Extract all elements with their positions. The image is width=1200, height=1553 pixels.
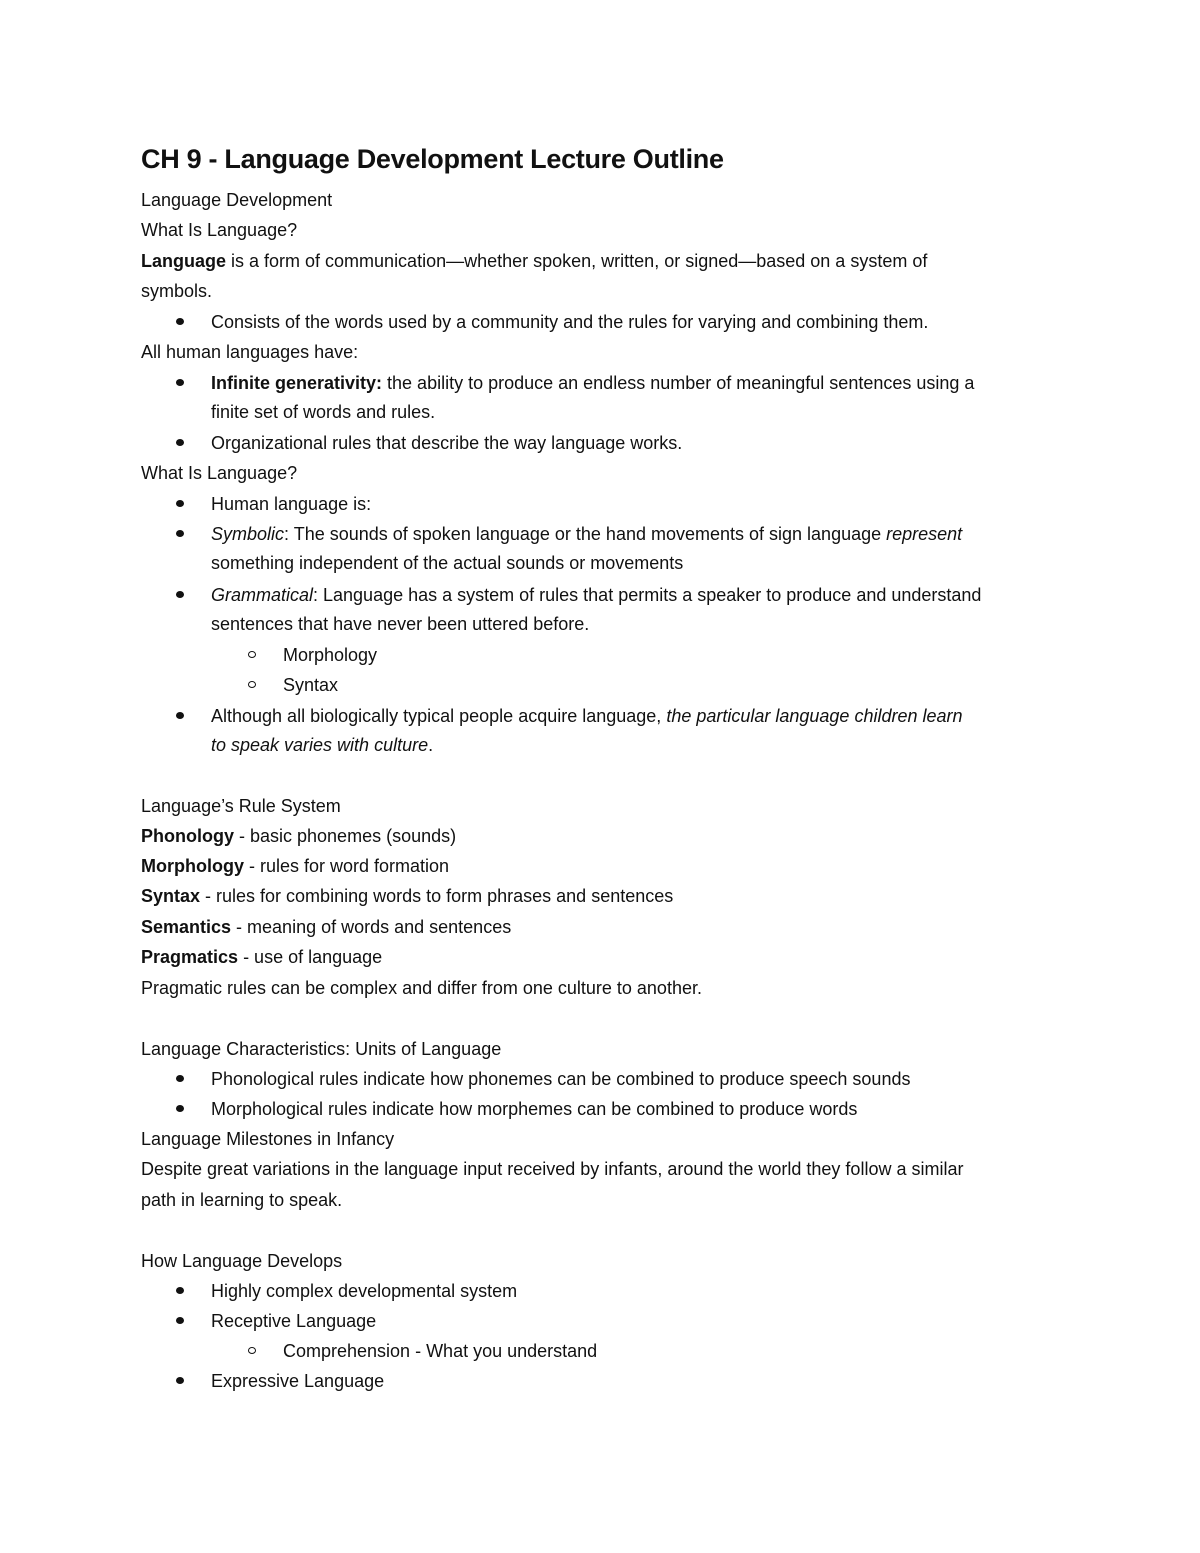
- section-heading-how-language-develops: How Language Develops: [141, 1251, 343, 1271]
- sub-list-item: Morphology: [283, 645, 378, 665]
- list-item-text: the ability to produce an endless number of meaningful sentences using a: [382, 373, 975, 393]
- rule-text: - rules for combining words to form phrases and sentences: [200, 886, 674, 906]
- list-item-term: Infinite generativity:: [211, 373, 383, 393]
- rule-text: - basic phonemes (sounds): [234, 826, 457, 846]
- list-item-term: Grammatical: [211, 585, 314, 605]
- emphasis-text: to speak varies with culture: [211, 735, 429, 755]
- section-heading-what-is-language: What Is Language?: [141, 463, 298, 483]
- list-item: [211, 584, 981, 606]
- list-item: Human language is:: [211, 494, 372, 514]
- section-heading-characteristics: Language Characteristics: Units of Language: [141, 1039, 502, 1059]
- list-item-continued: sentences that have never been uttered before.: [211, 614, 590, 634]
- list-item: [211, 523, 962, 545]
- rule-text: - rules for word formation: [243, 856, 450, 876]
- section-heading-rule-system: Language’s Rule System: [141, 796, 341, 816]
- bullet-icon: [176, 1287, 184, 1294]
- sub-list-item: Syntax: [283, 675, 339, 695]
- list-item: Organizational rules that describe the way language works.: [211, 433, 683, 453]
- rule-note: Pragmatic rules can be complex and differ from one culture to another.: [141, 978, 702, 998]
- list-item: Receptive Language: [211, 1311, 377, 1331]
- bullet-icon: [176, 1377, 184, 1384]
- circle-bullet-icon: [248, 681, 256, 688]
- circle-bullet-icon: [248, 651, 256, 658]
- list-item: Consists of the words used by a community and the rules for varying and combining them.: [211, 312, 929, 332]
- emphasis-text: the particular language children learn: [666, 706, 963, 726]
- rule-item-syntax: [141, 885, 673, 907]
- page-title: CH 9 - Language Development Lecture Outline: [141, 144, 724, 174]
- bullet-icon: [176, 500, 184, 507]
- list-item-text: : Language has a system of rules that permits a speaker to produce and understand: [313, 585, 982, 605]
- rule-term: Morphology: [141, 856, 244, 876]
- sub-list-item: Comprehension - What you understand: [283, 1341, 598, 1361]
- rule-item-semantics: [141, 916, 511, 938]
- circle-bullet-icon: [248, 1347, 256, 1354]
- rule-item-morphology: [141, 855, 449, 877]
- list-item: Expressive Language: [211, 1371, 385, 1391]
- bullet-icon: [176, 1075, 184, 1082]
- punctuation: .: [428, 735, 434, 755]
- definition-line: [141, 250, 927, 272]
- section-heading-milestones: Language Milestones in Infancy: [141, 1129, 395, 1149]
- bullet-icon: [176, 1317, 184, 1324]
- list-item: Highly complex developmental system: [211, 1281, 518, 1301]
- list-item-text: Although all biologically typical people acquire language,: [211, 706, 667, 726]
- list-item-text: : The sounds of spoken language or the hand movements of sign language: [284, 524, 887, 544]
- rule-text: - use of language: [238, 947, 383, 967]
- bullet-icon: [176, 1105, 184, 1112]
- paragraph-line: Despite great variations in the language input received by infants, around the world they follow a similar: [141, 1159, 964, 1179]
- rule-term: Phonology: [141, 826, 234, 846]
- bullet-icon: [176, 530, 184, 537]
- rule-term: Syntax: [141, 886, 201, 906]
- bullet-icon: [176, 591, 184, 598]
- list-item: [211, 705, 963, 727]
- rule-item-pragmatics: [141, 946, 382, 968]
- section-heading-all-human-languages: All human languages have:: [141, 342, 359, 362]
- bullet-icon: [176, 439, 184, 446]
- rule-item-phonology: [141, 825, 456, 847]
- list-item: [211, 372, 974, 394]
- definition-line-continued: symbols.: [141, 281, 213, 301]
- definition-text: is a form of communication—whether spoken, written, or signed—based on a system of: [226, 251, 928, 271]
- rule-text: - meaning of words and sentences: [231, 917, 512, 937]
- rule-term: Semantics: [141, 917, 232, 937]
- list-item-term: Symbolic: [211, 524, 285, 544]
- list-item: Morphological rules indicate how morphemes can be combined to produce words: [211, 1099, 858, 1119]
- subheading-what-is-language: What Is Language?: [141, 220, 298, 240]
- list-item-continued: [211, 734, 433, 756]
- bullet-icon: [176, 379, 184, 386]
- bullet-icon: [176, 712, 184, 719]
- rule-term: Pragmatics: [141, 947, 239, 967]
- list-item-continued: something independent of the actual sounds or movements: [211, 553, 684, 573]
- list-item-continued: finite set of words and rules.: [211, 402, 436, 422]
- paragraph-line-continued: path in learning to speak.: [141, 1190, 343, 1210]
- emphasis-text: represent: [886, 524, 963, 544]
- section-heading-language-development: Language Development: [141, 190, 333, 210]
- bullet-icon: [176, 318, 184, 325]
- definition-term: Language: [141, 251, 227, 271]
- list-item: Phonological rules indicate how phonemes can be combined to produce speech sounds: [211, 1069, 911, 1089]
